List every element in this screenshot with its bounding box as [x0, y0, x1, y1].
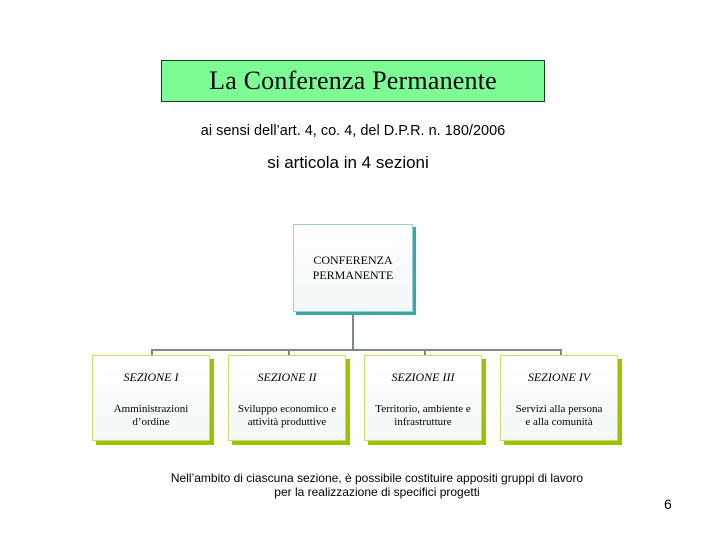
footer-note: Nell’ambito di ciascuna sezione, è possibile costituire appositi gruppi di lavoro per la realizzazione di specifici progetti — [170, 471, 584, 499]
section-title: SEZIONE IV — [527, 369, 591, 384]
section-description — [112, 403, 191, 429]
section-node-1 — [92, 355, 210, 441]
section-description — [373, 403, 472, 429]
org-root-node — [293, 224, 413, 312]
section-desc-line2: e alla comunità — [525, 415, 593, 428]
section-desc-line2: infrastrutture — [394, 415, 452, 428]
section-desc-line1: Territorio, ambiente e — [375, 402, 471, 415]
subtitle: ai sensi dell’art. 4, co. 4, del D.P.R. n. 180/2006 — [200, 123, 506, 139]
connector-horizontal — [151, 349, 562, 351]
subtitle-sections: si articola in 4 sezioni — [267, 153, 429, 172]
root-label-line2: PERMANENTE — [312, 268, 394, 282]
section-title: SEZIONE II — [257, 369, 317, 384]
root-label-line1: CONFERENZA — [313, 253, 393, 267]
section-desc-line2: attività produttive — [247, 415, 327, 428]
slide-title: La Conferenza Permanente — [209, 66, 497, 95]
section-title: SEZIONE I — [123, 369, 179, 384]
section-node-2 — [228, 355, 346, 441]
connector-root-vertical — [352, 315, 354, 350]
title-box — [161, 60, 545, 102]
section-description — [236, 403, 338, 429]
section-node-4 — [500, 355, 618, 441]
section-desc-line1: Sviluppo economico e — [237, 402, 337, 415]
page-number: 6 — [664, 496, 672, 512]
section-node-3 — [364, 355, 482, 441]
section-desc-line1: Servizi alla persona — [515, 402, 603, 415]
section-desc-line1: Amministrazioni — [113, 402, 189, 415]
section-title: SEZIONE III — [391, 369, 455, 384]
section-desc-line2: d’ordine — [132, 415, 170, 428]
section-description — [514, 403, 605, 429]
